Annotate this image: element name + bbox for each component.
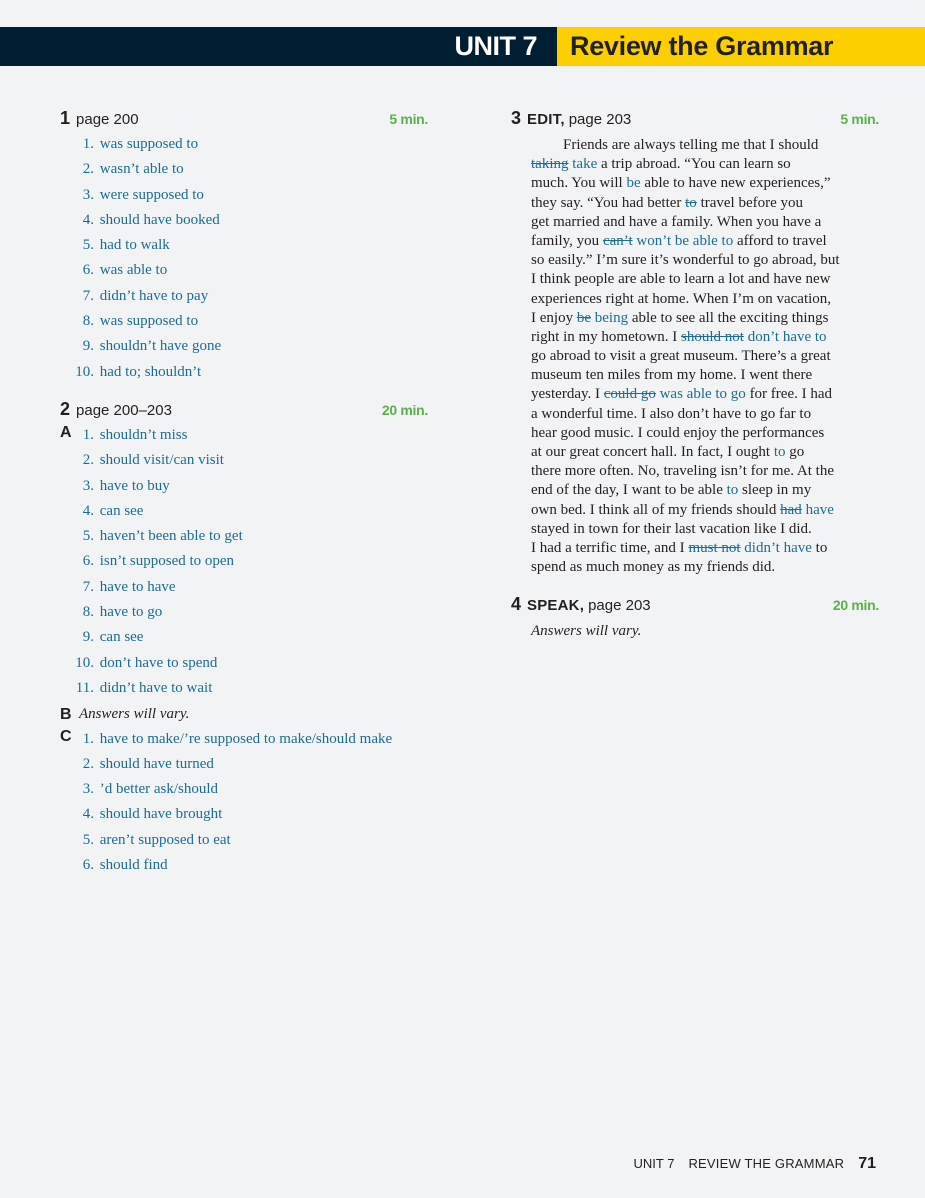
answer-text: shouldn’t miss [99, 426, 188, 443]
answer-text: should find [99, 857, 168, 874]
answer-text: should have booked [99, 211, 220, 228]
paragraph-line [531, 462, 881, 481]
paragraph-line [531, 270, 881, 289]
body-text: Friends are always telling me that I should [563, 137, 819, 153]
answer-text: should have turned [99, 755, 214, 772]
answer-number: 10. [75, 363, 94, 380]
paragraph-line [531, 558, 881, 577]
answer-number: 11. [75, 679, 94, 696]
sub-label-a: A [60, 423, 72, 441]
answer-number: 3. [82, 781, 94, 798]
answer-number: 6. [82, 262, 94, 279]
answer-item [60, 233, 428, 258]
section-number: 1 [60, 108, 71, 128]
answer-item [60, 157, 428, 182]
answer-item [60, 360, 428, 385]
answer-item [60, 474, 428, 499]
section-page-ref: page 203 [588, 597, 651, 615]
answer-number: 5. [82, 237, 94, 254]
answer-number: 4. [82, 806, 94, 823]
answer-text: didn’t have to wait [99, 679, 213, 696]
answer-text: ’d better ask/should [99, 781, 219, 798]
body-text: end of the day, I want to be able [531, 482, 727, 499]
answer-number: 3. [82, 477, 94, 494]
answer-text: didn’t have to pay [99, 287, 209, 304]
answer-item [60, 676, 428, 701]
unit-label: UNIT 7 [0, 27, 557, 66]
answer-item [60, 853, 428, 878]
answer-number: 5. [82, 528, 94, 545]
section-number: 2 [60, 398, 71, 419]
section-time: 20 min. [832, 597, 879, 614]
answer-number: 10. [75, 654, 94, 671]
paragraph-line [531, 405, 881, 424]
body-text: get married and have a family. When you have a [531, 213, 822, 230]
deleted-text: can’t [602, 232, 633, 249]
answer-item [60, 183, 428, 208]
corrected-text: won’t be able to [636, 232, 734, 249]
body-text: a wonderful time. I also don’t have to go far to [531, 405, 812, 422]
body-text: stayed in town for their last vacation like I did. [531, 520, 812, 537]
deleted-text: should not [681, 328, 744, 345]
body-text: go [785, 444, 805, 460]
paragraph-line [531, 539, 881, 558]
body-text: hear good music. I could enjoy the performances [531, 424, 825, 441]
answer-text: wasn’t able to [99, 161, 184, 178]
deleted-text: to [685, 194, 697, 211]
deleted-text: could go [603, 386, 656, 403]
body-text: travel before you [696, 194, 804, 211]
answer-item [60, 828, 428, 853]
answer-number: 9. [82, 629, 94, 646]
answer-text: were supposed to [99, 186, 204, 203]
answers-vary-note: Answers will vary. [79, 706, 190, 723]
body-text: go abroad to visit a great museum. There’s a great [531, 348, 831, 365]
answer-item [60, 448, 428, 473]
edit-paragraph [531, 136, 881, 577]
section-keyword: EDIT, [527, 111, 565, 128]
body-text: I had a terrific time, and I [531, 539, 689, 556]
section-3-heading [511, 108, 879, 132]
left-column [60, 108, 428, 878]
answer-item [60, 625, 428, 650]
answer-text: don’t have to spend [99, 654, 218, 671]
section-page-ref: page 203 [568, 111, 632, 128]
body-text: at our great concert hall. In fact, I ought [531, 444, 774, 460]
footer-unit: UNIT 7 [633, 1156, 675, 1171]
body-text: yesterday. I [531, 386, 604, 403]
answer-item [60, 600, 428, 625]
answer-item [60, 208, 428, 233]
answer-text: can see [99, 629, 144, 646]
body-text: I think people are able to learn a lot and have new [531, 271, 831, 288]
section-time: 5 min. [389, 111, 428, 127]
unit-header-bar [0, 27, 925, 66]
answer-number: 7. [82, 287, 94, 304]
answer-number: 8. [82, 604, 94, 621]
corrected-text: didn’t have [744, 539, 812, 556]
body-text: family, you [531, 232, 603, 249]
answer-text: was supposed to [99, 313, 199, 330]
section-time: 20 min. [381, 401, 428, 418]
corrected-text: have [805, 501, 834, 518]
answer-number: 1. [82, 730, 94, 747]
answer-number: 4. [82, 502, 94, 519]
answer-item [60, 499, 428, 524]
body-text: they say. “You had better [531, 194, 686, 211]
answer-number: 5. [82, 831, 94, 848]
body-text: I enjoy [531, 309, 577, 326]
paragraph-line [531, 501, 881, 520]
answer-item [60, 575, 428, 600]
answer-number: 4. [82, 211, 94, 228]
section-2a [60, 423, 428, 701]
answer-item [60, 284, 428, 309]
sub-label-c: C [60, 727, 72, 745]
body-text: able to have new experiences,” [640, 175, 831, 192]
answer-text: haven’t been able to get [99, 528, 243, 545]
corrected-text: to [726, 482, 739, 499]
section-1-answers [60, 132, 428, 385]
answer-item [60, 423, 428, 448]
section-2c-answers [60, 727, 428, 879]
answer-text: can see [99, 502, 144, 519]
corrected-text: take [572, 156, 598, 173]
section-2-heading [60, 399, 428, 423]
section-4-heading [511, 594, 879, 618]
paragraph-line [531, 366, 881, 385]
answer-text: isn’t supposed to open [99, 553, 235, 570]
paragraph-line [531, 443, 881, 462]
paragraph-line [531, 290, 881, 309]
answer-text: had to; shouldn’t [99, 363, 202, 380]
footer-title: REVIEW THE GRAMMAR [688, 1156, 845, 1171]
answer-text: have to buy [99, 477, 170, 494]
paragraph-line [531, 251, 881, 270]
body-text: museum ten miles from my home. I went there [531, 367, 813, 384]
answer-item [60, 549, 428, 574]
section-time: 5 min. [840, 111, 879, 127]
answer-text: shouldn’t have gone [99, 338, 222, 355]
corrected-text: don’t have to [747, 328, 827, 345]
unit-title: Review the Grammar [557, 27, 925, 66]
answer-text: should visit/can visit [99, 452, 224, 469]
answer-text: have to make/’re supposed to make/should make [99, 730, 393, 747]
paragraph-line [531, 194, 881, 213]
deleted-text: must not [688, 539, 741, 556]
answer-item [60, 132, 428, 157]
page-number: 71 [858, 1155, 876, 1172]
answer-number: 1. [82, 426, 94, 443]
section-2b [60, 701, 428, 726]
answer-number: 1. [82, 136, 94, 152]
body-text: right in my hometown. I [531, 328, 681, 345]
section-page-ref: page 200 [76, 111, 139, 128]
body-text: able to see all the exciting things [628, 309, 829, 326]
answer-number: 2. [82, 755, 94, 772]
body-text: afford to travel [733, 232, 827, 249]
paragraph-line [531, 155, 881, 174]
answer-text: was supposed to [99, 136, 199, 152]
right-column [511, 108, 879, 640]
paragraph-line [531, 347, 881, 366]
answer-number: 2. [82, 161, 94, 178]
body-text: much. You will [531, 175, 627, 192]
body-text: spend as much money as my friends did. [531, 559, 776, 576]
paragraph-line [531, 385, 881, 404]
page-footer [634, 1155, 877, 1173]
answer-number: 8. [82, 313, 94, 330]
deleted-text: had [780, 501, 802, 518]
paragraph-line [531, 174, 881, 193]
answer-item [60, 727, 428, 752]
deleted-text: taking [531, 156, 569, 173]
answer-text: have to go [99, 604, 163, 621]
corrected-text: being [594, 309, 629, 326]
paragraph-line [531, 232, 881, 251]
paragraph-line [531, 424, 881, 443]
paragraph-line [531, 520, 881, 539]
paragraph-line [531, 309, 881, 328]
deleted-text: be [576, 309, 591, 326]
section-page-ref: page 200–203 [76, 401, 172, 419]
answer-item [60, 777, 428, 802]
answer-text: have to have [99, 578, 176, 595]
body-text: own bed. I think all of my friends should [531, 501, 781, 518]
corrected-text: to [773, 444, 786, 460]
body-text: there more often. No, traveling isn’t for me. At the [531, 463, 834, 480]
section-2c [60, 727, 428, 879]
answers-vary-note: Answers will vary. [531, 623, 642, 640]
body-text: so easily.” I’m sure it’s wonderful to go abroad, but [531, 252, 840, 269]
paragraph-line [531, 481, 881, 500]
body-text: sleep in my [738, 482, 812, 499]
answer-text: was able to [99, 262, 168, 279]
corrected-text: was able to go [659, 386, 746, 403]
section-keyword: SPEAK, [527, 597, 585, 615]
answer-item [60, 802, 428, 827]
answer-number: 2. [82, 452, 94, 469]
answer-text: had to walk [99, 237, 170, 254]
answer-item [60, 524, 428, 549]
answer-number: 7. [82, 578, 94, 595]
answer-item [60, 309, 428, 334]
corrected-text: be [626, 175, 641, 192]
answer-number: 6. [82, 857, 94, 874]
answer-number: 9. [82, 338, 94, 355]
sub-label-b: B [60, 706, 72, 724]
body-text: a trip abroad. “You can learn so [597, 156, 791, 173]
body-text: experiences right at home. When I’m on vacation, [531, 290, 832, 307]
answer-item [60, 752, 428, 777]
answer-item [60, 258, 428, 283]
answer-text: aren’t supposed to eat [99, 831, 231, 848]
section-number: 4 [511, 594, 522, 615]
section-1-heading [60, 108, 428, 132]
section-number: 3 [511, 108, 522, 128]
answer-text: should have brought [99, 806, 223, 823]
answer-item [60, 334, 428, 359]
paragraph-line [531, 213, 881, 232]
paragraph-line [531, 136, 881, 155]
body-text: for free. I had [745, 386, 833, 403]
answer-number: 6. [82, 553, 94, 570]
body-text: to [811, 539, 828, 556]
answer-item [60, 651, 428, 676]
section-2a-answers [60, 423, 428, 701]
paragraph-line [531, 328, 881, 347]
answer-number: 3. [82, 186, 94, 203]
